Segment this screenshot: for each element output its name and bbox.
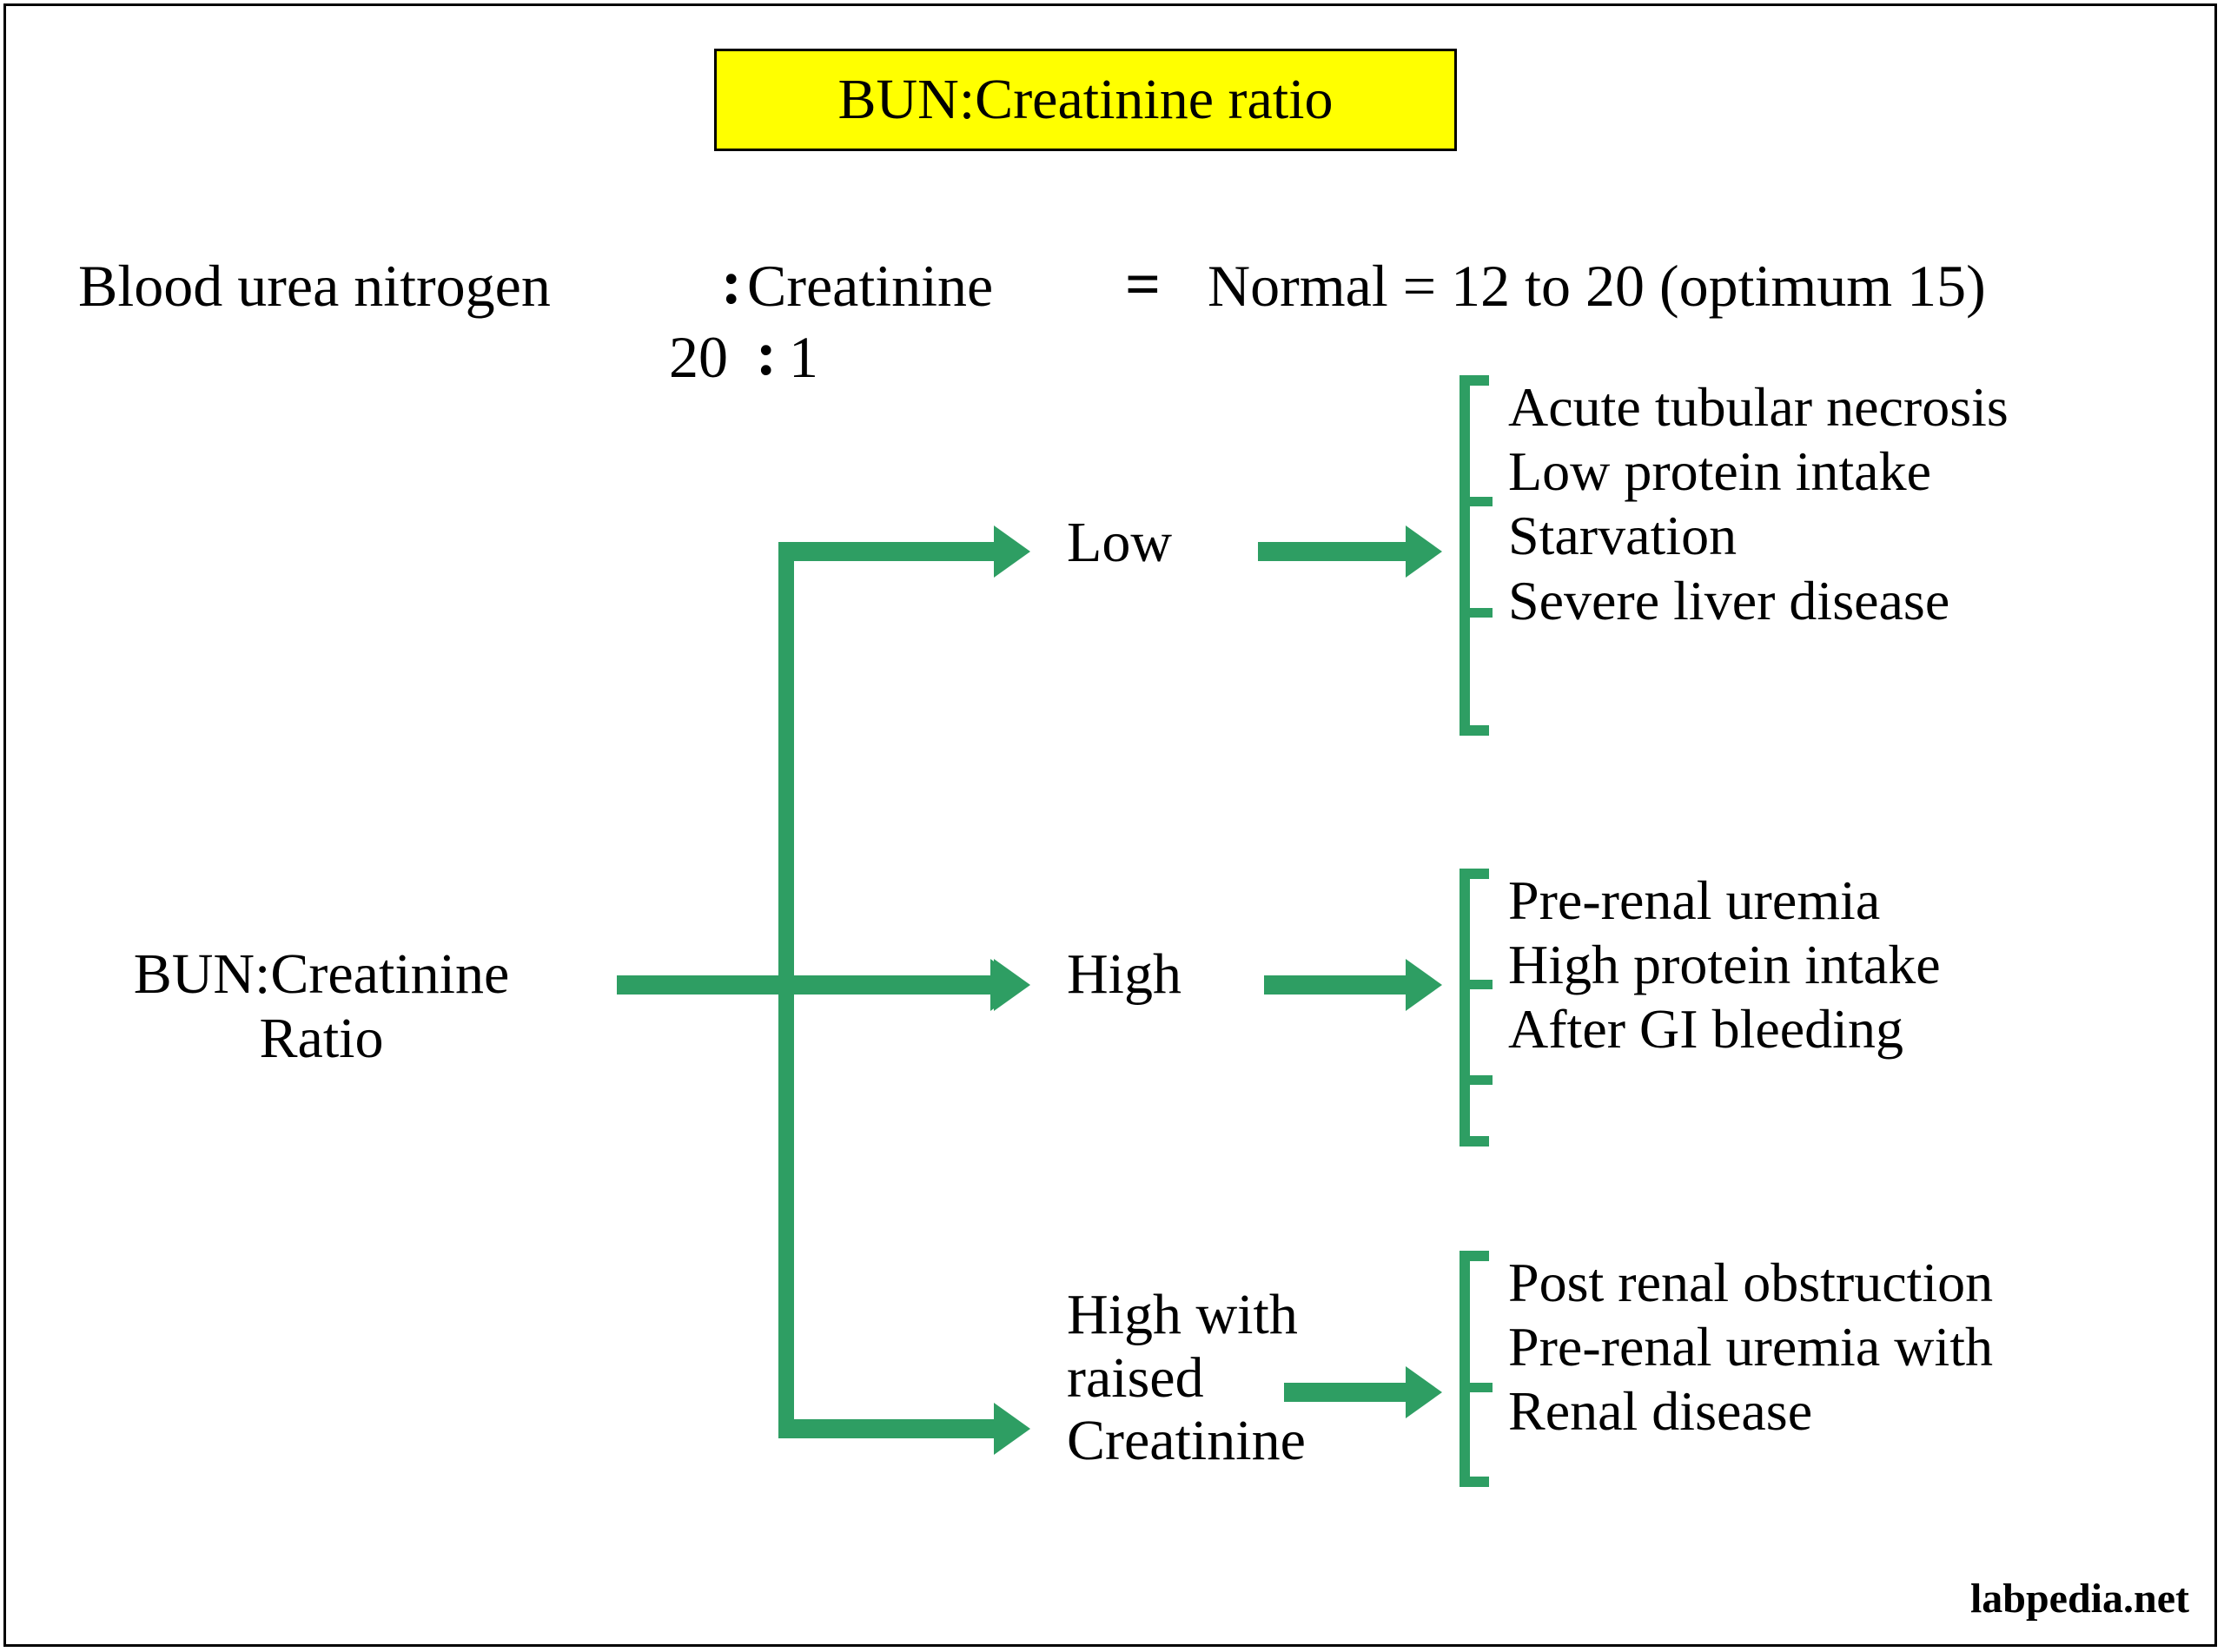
branch-label-high: High (1067, 942, 1182, 1006)
bracket-tick (1470, 1075, 1493, 1085)
outcome-item: Severe liver disease (1508, 569, 1950, 631)
formula-separator: : (721, 248, 742, 317)
outcome-bracket-high-with-raised-creatinine (1460, 1251, 1489, 1487)
page-title: BUN:Creatinine ratio (837, 68, 1334, 131)
bracket-tick (1470, 608, 1493, 618)
branch-label-high-with-raised-creatinine: High with raised Creatinine (1067, 1283, 1306, 1473)
formula-normal-range: Normal = 12 to 20 (optimum 15) (1208, 253, 1986, 319)
branch-low-shaft (778, 542, 1013, 561)
root-node-label-line1: BUN:Creatinine (133, 942, 510, 1006)
branch-low-arrow-head (994, 525, 1030, 578)
outcome-item: Low protein intake (1508, 440, 1931, 503)
outcome-item: Pre-renal uremia with (1508, 1316, 1993, 1378)
formula-ratio-separator: : (756, 319, 777, 388)
high-outcomes-arrow-shaft (1264, 975, 1423, 995)
root-node-label-line2: Ratio (259, 1006, 384, 1070)
title-box (714, 49, 1457, 151)
outcome-item: Acute tubular necrosis (1508, 376, 2009, 438)
highraised-outcomes-arrow-shaft (1284, 1383, 1423, 1402)
bracket-tick (1470, 1383, 1493, 1392)
formula-equals-sign: = (1125, 249, 1162, 319)
outcome-item: Pre-renal uremia (1508, 869, 1881, 931)
outcome-item: Renal disease (1508, 1380, 1813, 1443)
branch-label-low: Low (1067, 511, 1172, 574)
branch-highraised-shaft (778, 1419, 1013, 1438)
formula-ratio-numerator: 20 (669, 324, 728, 390)
high-outcomes-arrow-head (1406, 959, 1442, 1011)
outcome-bracket-high (1460, 869, 1489, 1146)
branch-high-arrow-head (994, 959, 1030, 1011)
formula-ratio-denominator: 1 (789, 324, 818, 390)
formula-right-term: Creatinine (747, 253, 994, 319)
bracket-tick (1470, 980, 1493, 989)
outcome-item: After GI bleeding (1508, 998, 1903, 1061)
outcome-bracket-low (1460, 375, 1489, 736)
outcome-item: High protein intake (1508, 934, 1941, 996)
site-watermark: labpedia.net (1969, 1576, 2189, 1622)
bracket-tick (1470, 497, 1493, 506)
low-outcomes-arrow-shaft (1258, 542, 1423, 561)
low-outcomes-arrow-head (1406, 525, 1442, 578)
highraised-outcomes-arrow-head (1406, 1366, 1442, 1418)
branch-highraised-arrow-head (994, 1403, 1030, 1455)
outcome-items-low (1508, 375, 2009, 633)
root-node-label (52, 942, 591, 1071)
formula-left-term: Blood urea nitrogen (78, 253, 551, 319)
outcome-item: Starvation (1508, 505, 1738, 567)
outcome-item: Post renal obstruction (1508, 1252, 1994, 1313)
outcome-items-high-with-raised-creatinine (1508, 1251, 1993, 1444)
branch-high-shaft (778, 975, 1013, 995)
outcome-items-high (1508, 869, 1941, 1062)
